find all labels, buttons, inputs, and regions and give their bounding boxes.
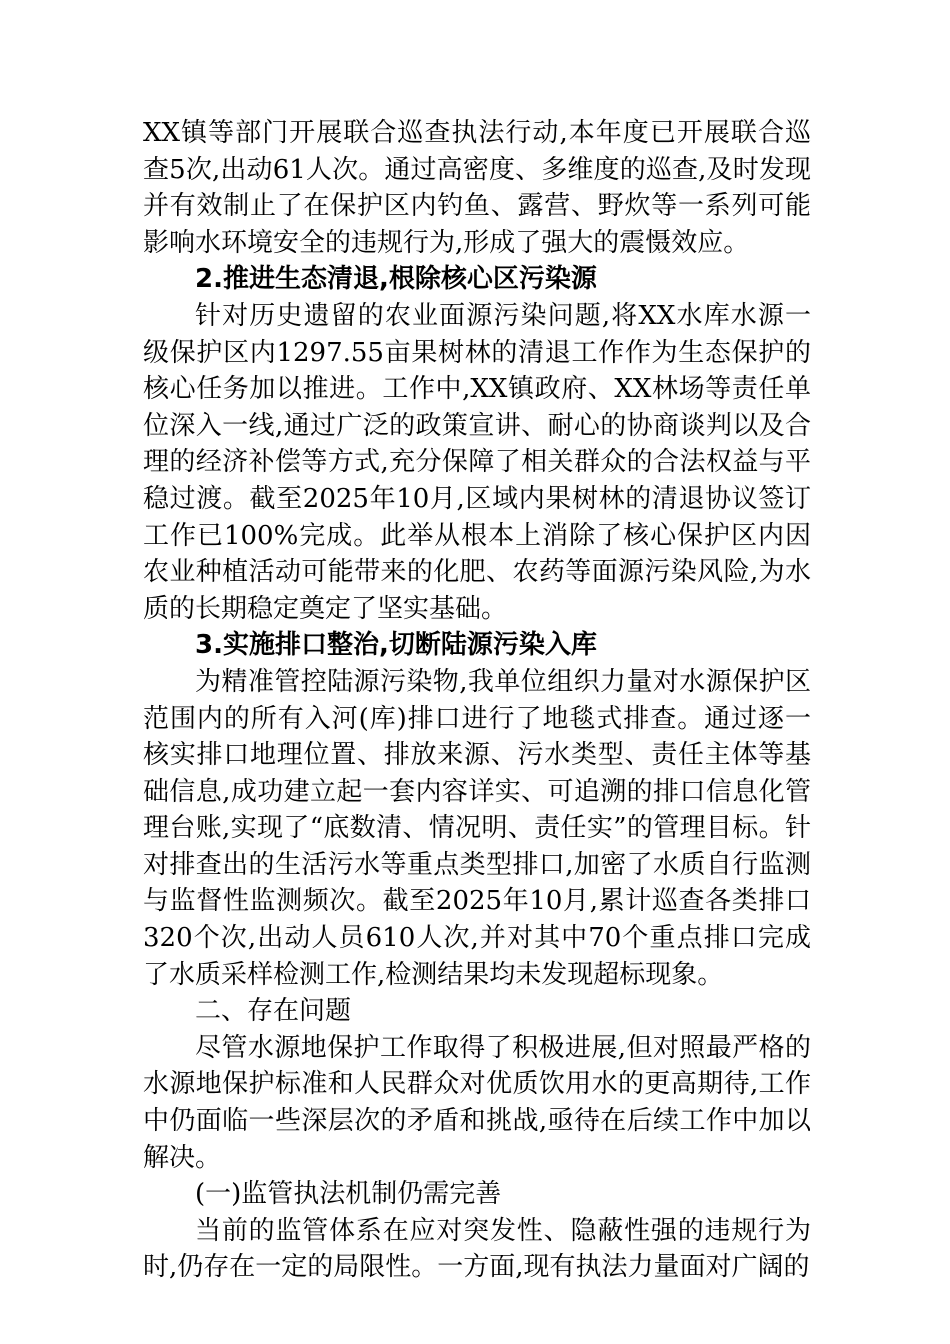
paragraph-supervision-mechanism: 当前的监管体系在应对突发性、隐蔽性强的违规行为时,仍存在一定的局限性。一方面,现有执法力量面对广阔的 xyxy=(143,1215,811,1283)
paragraph-outfall-remediation: 为精准管控陆源污染物,我单位组织力量对水源保护区范围内的所有入河(库)排口进行了地毯式排查。通过逐一核实排口地理位置、排放来源、污水类型、责任主体等基础信息,成功建立起一套内容详实、可追溯的排口信息化管理台账,实现了“底数清、情况明、责任实”的管理目标。针对排查出的生活污水等重点类型排口,加密了水质自行监测与监督性监测频次。截至2025年10月,累计巡查各类排口320个次,出动人员610人次,并对其中70个重点排口完成了水质采样检测工作,检测结果均未发现超标现象。 xyxy=(143,666,811,990)
paragraph-continuation: XX镇等部门开展联合巡查执法行动,本年度已开展联合巡查5次,出动61人次。通过高密度、多维度的巡查,及时发现并有效制止了在保护区内钓鱼、露营、野炊等一系列可能影响水环境安全的违规行为,形成了强大的震慑效应。 xyxy=(143,118,811,258)
subsection-heading-supervision-mechanism: (一)监管执法机制仍需完善 xyxy=(195,1179,502,1210)
section-heading-ecological-clearance: 2.推进生态清退,根除核心区污染源 xyxy=(195,264,597,295)
paragraph-existing-problems: 尽管水源地保护工作取得了积极进展,但对照最严格的水源地保护标准和人民群众对优质饮用水的更高期待,工作中仍面临一些深层次的矛盾和挑战,亟待在后续工作中加以解决。 xyxy=(143,1032,811,1173)
section-heading-existing-problems: 二、存在问题 xyxy=(195,996,352,1027)
paragraph-ecological-clearance: 针对历史遗留的农业面源污染问题,将XX水库水源一级保护区内1297.55亩果树林的清退工作作为生态保护的核心任务加以推进。工作中,XX镇政府、XX林场等责任单位深入一线,通过广泛的政策宣讲、耐心的协商谈判以及合理的经济补偿等方式,充分保障了相关群众的合法权益与平稳过渡。截至2025年10月,区域内果树林的清退协议签订工作已100%完成。此举从根本上消除了核心保护区内因农业种植活动可能带来的化肥、农药等面源污染风险,为水质的长期稳定奠定了坚实基础。 xyxy=(143,300,811,624)
document-body xyxy=(143,115,811,1286)
section-heading-outfall-remediation: 3.实施排口整治,切断陆源污染入库 xyxy=(195,630,597,661)
